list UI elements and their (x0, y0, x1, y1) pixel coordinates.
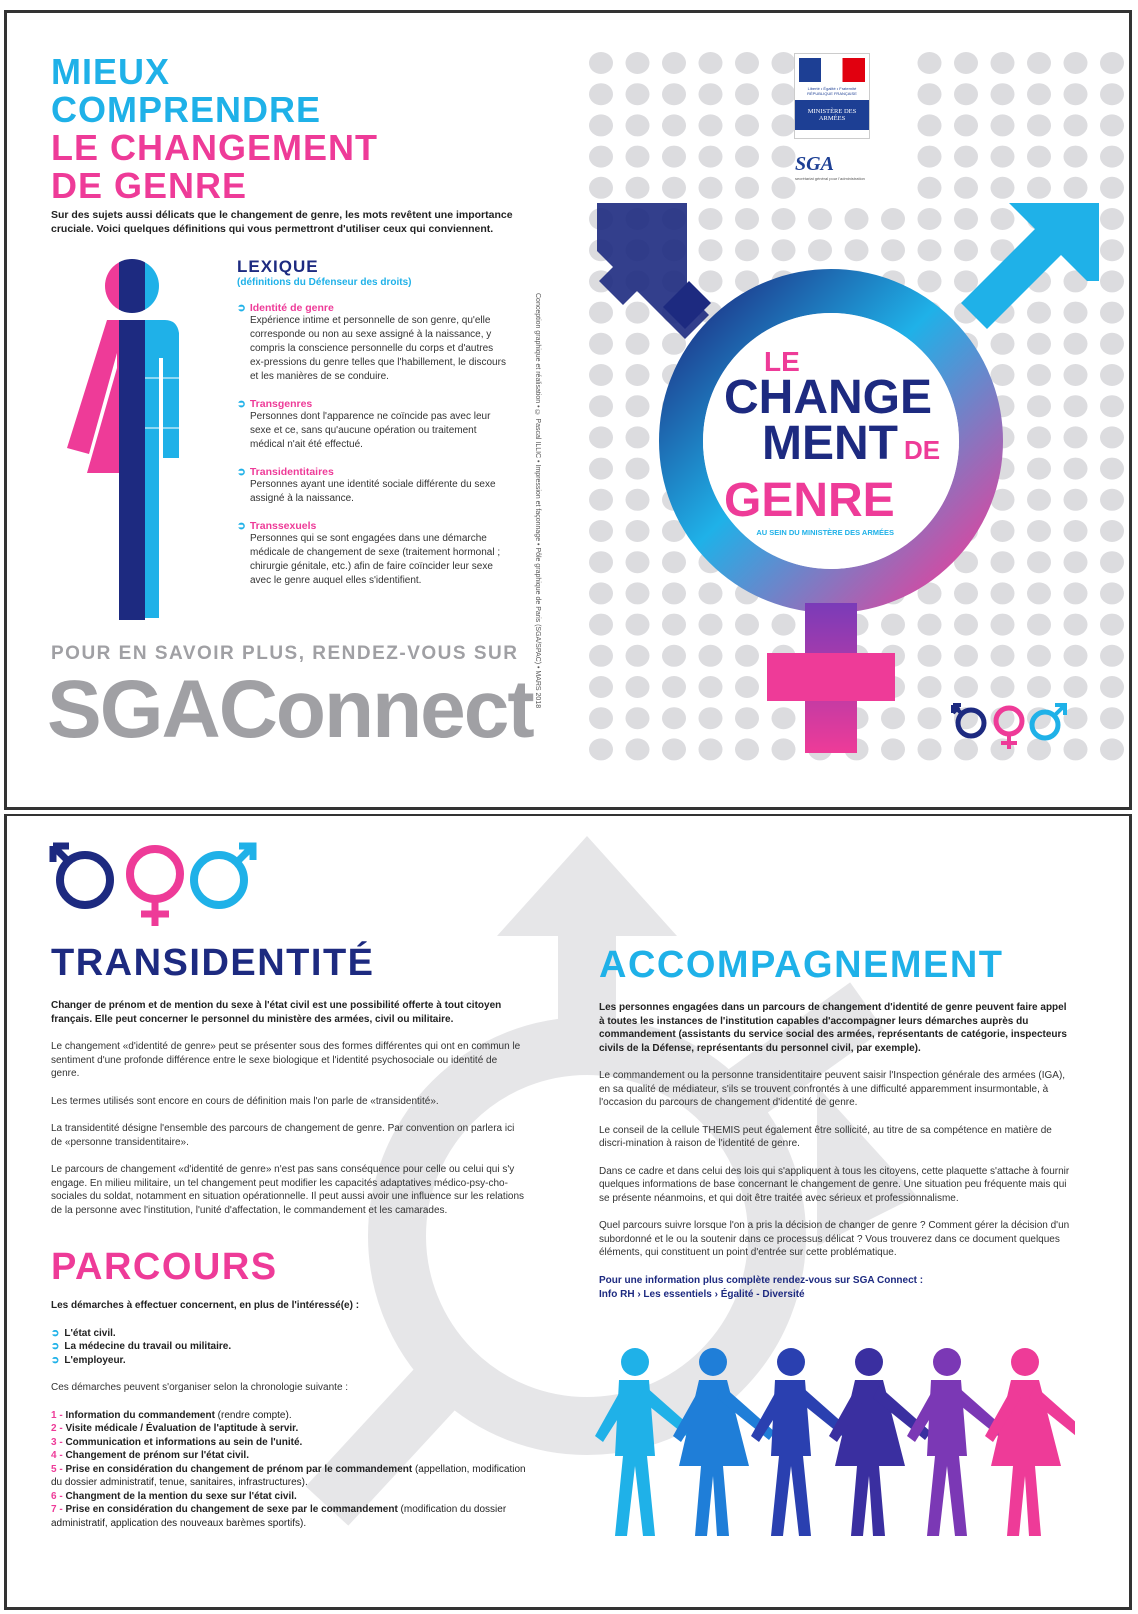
step-item: 4 - Changement de prénom sur l'état civil. (51, 1450, 249, 1461)
step-item: 7 - Prise en considération du changement de sexe par le commandement (modification du dossier administratif, application des nouveaux barèmes sportifs). (51, 1504, 507, 1529)
ministry-name: MINISTÈRE DES ARMÉES (795, 100, 869, 130)
sga-connect-link-intro: Pour une information plus complète rendez-vous sur SGA Connect : (599, 1274, 924, 1286)
cover-title-ment: MENT (762, 417, 898, 470)
cover-title (724, 346, 954, 537)
step-item: 5 - Prise en considération du changement de prénom par le commandement (appellation, modification du dossier administratif, tenue, sanitaires, infrastructures). (51, 1463, 526, 1488)
person-figure (985, 1348, 1075, 1536)
lexique-title: LEXIQUE (237, 257, 319, 276)
parcours-lead: Les démarches à effectuer concernent, en plus de l'intéressé(e) : (51, 1300, 360, 1311)
left-intro: Sur des sujets aussi délicats que le changement de genre, les mots revêtent une importance cruciale. Voici quelques définitions qui vous permettront d'utiliser ceux qui conviennent. (51, 209, 513, 235)
person-figure (829, 1348, 931, 1536)
term-transidentitaires: ➲ Transidentitaires (237, 466, 507, 478)
parcours-steps (51, 1409, 526, 1531)
def-identite: Expérience intime et personnelle de son genre, qu'elle corresponde ou non au sexe assigné à la naissance, y compris la conscience personnelle du corps et d'autres ex-pressions du genre telles que l'habillement, le discours et les manières de se conduire. (250, 315, 506, 382)
sgaconnect-logo: SGAConnect (47, 664, 533, 755)
gender-symbols-header-icon (47, 828, 257, 928)
term-transsexuels: ➲ Transsexuels (237, 520, 507, 532)
lexique-section (237, 257, 507, 588)
def-transidentitaires: Personnes ayant une identité sociale différente du sexe assigné à la naissance. (250, 479, 496, 504)
title-line-3: LE CHANGEMENT (51, 127, 378, 168)
lexique-subtitle: (définitions du Défenseur des droits) (237, 277, 412, 288)
cover-title-de: DE (903, 435, 941, 465)
tricolor-flag-icon (799, 58, 865, 82)
list-item: ➲ La médecine du travail ou militaire. (51, 1340, 526, 1354)
parcours-bullets (51, 1327, 526, 1368)
credits-vertical: Conception graphique et réalisation • © Pascal ILLIC • Impression et façonnage • Pôle graphique de Paris (SGA/SPAC) • MARS 2018 (534, 293, 541, 709)
cover-title-le: LE (764, 346, 800, 377)
term-transgenres: ➲ Transgenres (237, 398, 507, 410)
def-transsexuels: Personnes qui se sont engagées dans une démarche médicale de changement de sexe (traitement hormonal ; chirurgie génitale, etc.) afin de faire coïncider leur sexe avec le genre auquel elles s'identifient. (250, 533, 501, 586)
cover-title-line2 (724, 417, 954, 478)
brochure-inner-spread (4, 814, 1132, 1610)
title-line-2: COMPRENDRE (51, 89, 322, 130)
gender-symbols-icon (949, 693, 1069, 753)
cover-title-genre: GENRE (724, 474, 895, 527)
title-line-1: MIEUX (51, 51, 171, 92)
person-figure (673, 1348, 775, 1536)
cover-panel (569, 13, 1129, 807)
left-title (51, 53, 378, 205)
transidentite-lead: Changer de prénom et de mention du sexe à l'état civil est une possibilité offerte à tout citoyen français. Elle peut concerner le personnel du ministère des armées, civil ou militaire. (51, 1000, 502, 1025)
person-figure (751, 1348, 853, 1536)
sga-logo-sub: secrétariat général pour l'administration (795, 176, 865, 181)
cover-subtitle: AU SEIN DU MINISTÈRE DES ARMÉES (756, 528, 894, 537)
transidentite-para-2: Les termes utilisés sont encore en cours de définition mais l'on parle de «transidentité». (51, 1095, 439, 1107)
step-item: 2 - Visite médicale / Évaluation de l'aptitude à servir. (51, 1423, 299, 1434)
accompagnement-lead: Les personnes engagées dans un parcours de changement d'identité de genre peuvent faire appel à toutes les instances de l'institution capables d'accompagner leurs démarches auprès du commandement (assistants du service social des armées, représentants de catégorie, inspecteurs civils de la Défense, représentants du personnel civil, par exemple). (599, 1002, 1067, 1054)
person-figure (595, 1348, 697, 1536)
brochure-outer-spread (4, 10, 1132, 810)
ministry-logo (794, 53, 870, 139)
parcours-title: PARCOURS (51, 1246, 278, 1288)
title-line-4: DE GENRE (51, 165, 248, 206)
split-person-icon (47, 258, 217, 638)
sga-connect-link[interactable]: Info RH › Les essentiels › Égalité - Diversité (599, 1288, 805, 1300)
list-item: ➲ L'employeur. (51, 1354, 526, 1368)
parcours-chrono: Ces démarches peuvent s'organiser selon la chronologie suivante : (51, 1382, 349, 1393)
accompagnement-para-4: Quel parcours suivre lorsque l'on a pris la décision de changer de genre ? Comment gérer la décision d'un subordonné et le ou la soutenir dans ce processus délicat ? Vous trouverez dans ce document quelques éléments, qui constituent un point d'entrée sur cette problématique. (599, 1220, 1070, 1258)
people-chain-illustration (595, 1346, 1075, 1546)
accompagnement-para-3: Dans ce cadre et dans celui des lois qui s'appliquent à tous les citoyens, cette plaquette s'attache à fournir quelques informations de base concernant le changement de genre. Une situation peu fréquente mais qui se présente néanmoins, et qui doit être traitée avec sérieux et professionnalisme. (599, 1165, 1070, 1204)
transidentite-para-3: La transidentité désigne l'ensemble des parcours de changement de genre. Par convention on parlera ici de «personne transidentitaire». (51, 1123, 515, 1148)
republique-text: Liberté • Égalité • Fraternité RÉPUBLIQUE FRANÇAISE (807, 86, 857, 96)
term-identite: ➲ Identité de genre (237, 302, 507, 314)
transidentite-title: TRANSIDENTITÉ (51, 942, 375, 984)
def-transgenres: Personnes dont l'apparence ne coïncide pas avec leur sexe et ce, sans qu'aucune opération ou traitement médical n'ait été effectué. (250, 411, 491, 450)
step-item: 1 - Information du commandement (rendre compte). (51, 1409, 292, 1421)
transidentite-para-1: Le changement «d'identité de genre» peut se présenter sous des formes différentes qui ont en commun le sentiment d'une profonde différence entre le sexe biologique et l'identité psychosociale ou identité de genre. (51, 1041, 521, 1079)
more-info-text: POUR EN SAVOIR PLUS, RENDEZ-VOUS SUR (51, 643, 519, 664)
accompagnement-section (599, 944, 1073, 1302)
step-item: 3 - Communication et informations au sein de l'unité. (51, 1436, 303, 1448)
transidentite-para-4: Le parcours de changement «d'identité de genre» n'est pas sans conséquence pour celle ou celui qui s'y engage. En milieu militaire, un tel changement peut modifier les capacités adaptatives médico-psy-cho-sociales du soldat, notamment en situation opérationnelle. Il peut aussi avoir une influence sur les relations de la personne avec l'institution, l'unité d'affectation, le commandement et les camarades. (51, 1164, 525, 1216)
accompagnement-para-2: Le conseil de la cellule THEMIS peut également être sollicité, au titre de sa compétence en matière de discri-mination à raison de l'identité de genre. (599, 1124, 1052, 1149)
step-item: 6 - Changment de la mention du sexe sur l'état civil. (51, 1490, 297, 1502)
cover-title-change: CHANGE (724, 371, 933, 424)
parcours-section (51, 1246, 526, 1530)
transidentite-section (51, 942, 526, 1231)
accompagnement-title: ACCOMPAGNEMENT (599, 944, 1004, 986)
accompagnement-para-1: Le commandement ou la personne transidentitaire peuvent saisir l'Inspection générale des armées (IGA), en sa qualité de médiateur, s'ils se trouvent confrontés à une difficulté apparemment insurmontable, à l'occasion du parcours de changement d'identité de genre. (599, 1070, 1066, 1108)
sga-logo: SGA (795, 153, 834, 175)
list-item: ➲ L'état civil. (51, 1327, 526, 1341)
person-figure (907, 1348, 1009, 1536)
